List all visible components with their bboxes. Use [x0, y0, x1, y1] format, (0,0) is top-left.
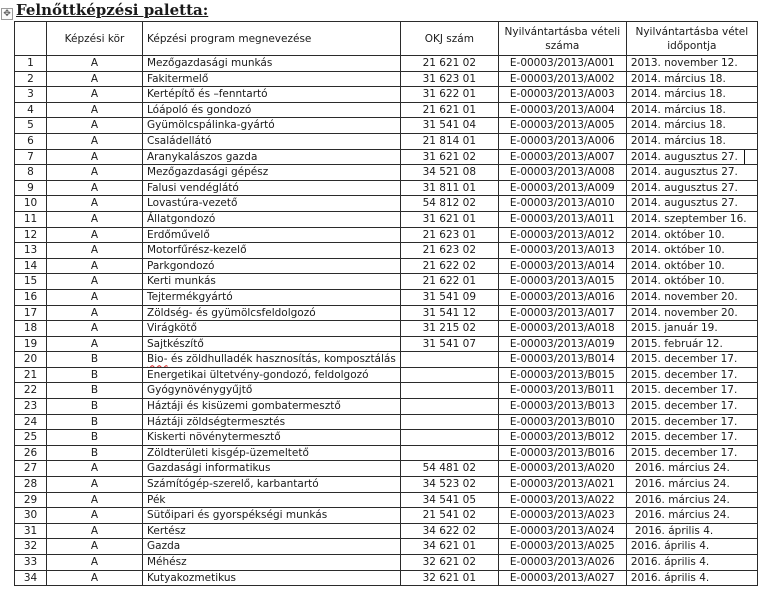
cell-registration-date: 2016. március 24. — [626, 508, 757, 524]
cell-registration-number: E-00003/2013/A024 — [498, 523, 626, 539]
cell-program-name: Fakitermelő — [143, 71, 401, 87]
cell-no: 18 — [15, 321, 47, 337]
cell-program-name: Motorfűrész-kezelő — [143, 243, 401, 259]
cell-kepzesi-kor: A — [47, 165, 143, 181]
table-row — [15, 102, 758, 118]
table-row — [15, 477, 758, 493]
cell-no: 9 — [15, 180, 47, 196]
table-row — [15, 523, 758, 539]
header-registration-date: Nyilvántartásba vétel időpontja — [626, 22, 757, 56]
cell-program-name: Mezőgazdasági munkás — [143, 56, 401, 72]
cell-kepzesi-kor: B — [47, 430, 143, 446]
cell-kepzesi-kor: B — [47, 352, 143, 368]
cell-registration-date: 2015. december 17. — [626, 383, 757, 399]
cell-registration-date: 2016. március 24. — [626, 477, 757, 493]
cell-program-name: Állatgondozó — [143, 211, 401, 227]
cell-no: 3 — [15, 87, 47, 103]
cell-registration-number: E-00003/2013/B013 — [498, 399, 626, 415]
cell-registration-number: E-00003/2013/A006 — [498, 133, 626, 149]
cell-okj-number: 21 623 02 — [400, 243, 498, 259]
header-program-name: Képzési program megnevezése — [143, 22, 401, 56]
cell-kepzesi-kor: A — [47, 274, 143, 290]
cell-program-name — [143, 352, 401, 368]
table-row — [15, 305, 758, 321]
cell-okj-number — [400, 414, 498, 430]
cell-registration-date: 2014. március 18. — [626, 71, 757, 87]
cell-registration-date: 2015. december 17. — [626, 352, 757, 368]
cell-registration-number: E-00003/2013/A027 — [498, 570, 626, 586]
cell-registration-date: 2014. november 20. — [626, 289, 757, 305]
cell-kepzesi-kor: A — [47, 523, 143, 539]
cell-kepzesi-kor: A — [47, 118, 143, 134]
cell-registration-date: 2014. augusztus 27. — [626, 165, 757, 181]
cell-registration-date: 2015. december 17. — [626, 445, 757, 461]
spellcheck-word: Bio- — [147, 353, 168, 366]
cell-no: 24 — [15, 414, 47, 430]
cell-okj-number: 31 621 01 — [400, 211, 498, 227]
cell-kepzesi-kor: A — [47, 305, 143, 321]
cell-registration-date: 2015. december 17. — [626, 367, 757, 383]
cell-program-name: Számítógép-szerelő, karbantartó — [143, 477, 401, 493]
cell-no: 30 — [15, 508, 47, 524]
cell-program-name: Sajtkészítő — [143, 336, 401, 352]
cell-registration-date: 2015. január 19. — [626, 321, 757, 337]
cell-no: 15 — [15, 274, 47, 290]
cell-no: 1 — [15, 56, 47, 72]
cell-no: 29 — [15, 492, 47, 508]
cell-registration-number: E-00003/2013/A003 — [498, 87, 626, 103]
cell-program-name: Családellátó — [143, 133, 401, 149]
cell-registration-number: E-00003/2013/A013 — [498, 243, 626, 259]
cell-registration-date: 2014. március 18. — [626, 133, 757, 149]
table-row — [15, 539, 758, 555]
cell-okj-number — [400, 352, 498, 368]
table-row — [15, 118, 758, 134]
cell-registration-number: E-00003/2013/A011 — [498, 211, 626, 227]
cell-okj-number: 54 481 02 — [400, 461, 498, 477]
table-row — [15, 227, 758, 243]
cell-okj-number: 21 621 02 — [400, 56, 498, 72]
table-row — [15, 258, 758, 274]
cell-registration-number: E-00003/2013/A005 — [498, 118, 626, 134]
cell-registration-date: 2014. március 18. — [626, 87, 757, 103]
cell-no: 21 — [15, 367, 47, 383]
cell-no: 26 — [15, 445, 47, 461]
table-row — [15, 87, 758, 103]
cell-okj-number — [400, 399, 498, 415]
table-row — [15, 71, 758, 87]
cell-program-name: Sütőipari és gyorspékségi munkás — [143, 508, 401, 524]
cell-okj-number: 31 621 02 — [400, 149, 498, 165]
cell-no: 8 — [15, 165, 47, 181]
cell-no: 10 — [15, 196, 47, 212]
cell-program-name: Kiskerti növénytermesztő — [143, 430, 401, 446]
cell-kepzesi-kor: A — [47, 258, 143, 274]
cell-registration-number: E-00003/2013/A023 — [498, 508, 626, 524]
cell-registration-number: E-00003/2013/B012 — [498, 430, 626, 446]
cell-no: 22 — [15, 383, 47, 399]
cell-kepzesi-kor: B — [47, 414, 143, 430]
cell-okj-number: 54 812 02 — [400, 196, 498, 212]
cell-no: 12 — [15, 227, 47, 243]
cell-okj-number: 34 521 08 — [400, 165, 498, 181]
cell-no: 27 — [15, 461, 47, 477]
cell-kepzesi-kor: B — [47, 399, 143, 415]
table-move-handle-icon[interactable]: ✥ — [1, 8, 13, 20]
cell-registration-date: 2016. április 4. — [626, 539, 757, 555]
cell-no: 4 — [15, 102, 47, 118]
table-row — [15, 445, 758, 461]
cell-no: 32 — [15, 539, 47, 555]
cell-okj-number: 31 541 12 — [400, 305, 498, 321]
cell-registration-date: 2016. március 24. — [626, 492, 757, 508]
table-body — [15, 56, 758, 586]
cell-program-name: Falusi vendéglátó — [143, 180, 401, 196]
table-row — [15, 461, 758, 477]
cell-program-name: Lóápoló és gondozó — [143, 102, 401, 118]
cell-registration-number: E-00003/2013/A026 — [498, 555, 626, 571]
text-cursor — [744, 150, 745, 164]
cell-kepzesi-kor: A — [47, 102, 143, 118]
cell-okj-number: 32 621 01 — [400, 570, 498, 586]
cell-registration-number: E-00003/2013/A012 — [498, 227, 626, 243]
cell-kepzesi-kor: A — [47, 336, 143, 352]
cell-registration-date: 2016. április 4. — [626, 570, 757, 586]
cell-okj-number: 32 621 02 — [400, 555, 498, 571]
cell-program-name: Zöldterületi kisgép-üzemeltető — [143, 445, 401, 461]
cell-registration-date: 2014. október 10. — [626, 243, 757, 259]
cell-registration-date: 2015. december 17. — [626, 414, 757, 430]
table-row — [15, 352, 758, 368]
cell-registration-number: E-00003/2013/A019 — [498, 336, 626, 352]
table-row — [15, 243, 758, 259]
cell-kepzesi-kor: A — [47, 555, 143, 571]
cell-kepzesi-kor: A — [47, 321, 143, 337]
cell-program-name: Gyümölcspálinka-gyártó — [143, 118, 401, 134]
cell-program-name: Gyógynövénygyűjtő — [143, 383, 401, 399]
cell-registration-date: 2014. szeptember 16. — [626, 211, 757, 227]
cell-okj-number — [400, 430, 498, 446]
cell-kepzesi-kor: A — [47, 180, 143, 196]
cell-kepzesi-kor: A — [47, 71, 143, 87]
table-row — [15, 399, 758, 415]
cell-no: 17 — [15, 305, 47, 321]
cell-registration-number: E-00003/2013/A018 — [498, 321, 626, 337]
cell-program-name: Gazdasági informatikus — [143, 461, 401, 477]
cell-no: 20 — [15, 352, 47, 368]
cell-registration-number: E-00003/2013/A009 — [498, 180, 626, 196]
cell-no: 16 — [15, 289, 47, 305]
cell-okj-number: 31 623 01 — [400, 71, 498, 87]
cell-kepzesi-kor: A — [47, 196, 143, 212]
cell-okj-number: 31 622 01 — [400, 87, 498, 103]
table-row — [15, 430, 758, 446]
cell-kepzesi-kor: B — [47, 445, 143, 461]
cell-no: 31 — [15, 523, 47, 539]
cell-kepzesi-kor: B — [47, 367, 143, 383]
table-row — [15, 555, 758, 571]
cell-registration-number: E-00003/2013/A001 — [498, 56, 626, 72]
cell-registration-number: E-00003/2013/A022 — [498, 492, 626, 508]
cell-kepzesi-kor: A — [47, 492, 143, 508]
cell-no: 33 — [15, 555, 47, 571]
cell-program-name: Lovastúra-vezető — [143, 196, 401, 212]
cell-kepzesi-kor: B — [47, 383, 143, 399]
cell-registration-number: E-00003/2013/A016 — [498, 289, 626, 305]
cell-registration-number: E-00003/2013/B011 — [498, 383, 626, 399]
cell-program-name: Kutyakozmetikus — [143, 570, 401, 586]
cell-program-name: Mezőgazdasági gépész — [143, 165, 401, 181]
cell-kepzesi-kor: A — [47, 133, 143, 149]
cell-no: 14 — [15, 258, 47, 274]
cell-registration-date: 2015. december 17. — [626, 430, 757, 446]
cell-no: 25 — [15, 430, 47, 446]
cell-okj-number: 21 623 01 — [400, 227, 498, 243]
table-row — [15, 211, 758, 227]
cell-kepzesi-kor: A — [47, 461, 143, 477]
cell-no: 28 — [15, 477, 47, 493]
cell-registration-number: E-00003/2013/A020 — [498, 461, 626, 477]
cell-okj-number: 34 621 01 — [400, 539, 498, 555]
cell-program-name: Kertész — [143, 523, 401, 539]
table-row — [15, 492, 758, 508]
cell-registration-date: 2015. december 17. — [626, 399, 757, 415]
cell-kepzesi-kor: A — [47, 477, 143, 493]
training-table — [14, 21, 758, 586]
cell-kepzesi-kor: A — [47, 87, 143, 103]
cell-okj-number: 34 622 02 — [400, 523, 498, 539]
document-title: Felnőttképzési paletta: — [16, 1, 209, 19]
cell-registration-date: 2014. október 10. — [626, 274, 757, 290]
cell-program-name: Erdőművelő — [143, 227, 401, 243]
cell-registration-date: 2016. április 4. — [626, 523, 757, 539]
cell-okj-number: 31 541 07 — [400, 336, 498, 352]
cell-registration-date: 2013. november 12. — [626, 56, 757, 72]
cell-program-name: Méhész — [143, 555, 401, 571]
cell-okj-number: 31 215 02 — [400, 321, 498, 337]
cell-okj-number: 21 622 01 — [400, 274, 498, 290]
cell-registration-date: 2016. április 4. — [626, 555, 757, 571]
cell-no: 13 — [15, 243, 47, 259]
table-row — [15, 165, 758, 181]
cell-okj-number: 31 541 09 — [400, 289, 498, 305]
cell-registration-number: E-00003/2013/B014 — [498, 352, 626, 368]
cell-program-name: Virágkötő — [143, 321, 401, 337]
cell-program-name: Tejtermékgyártó — [143, 289, 401, 305]
cell-no: 2 — [15, 71, 47, 87]
cell-okj-number: 21 622 02 — [400, 258, 498, 274]
table-row — [15, 367, 758, 383]
cell-no: 11 — [15, 211, 47, 227]
cell-program-name: Kertépítő és –fenntartó — [143, 87, 401, 103]
cell-program-name: Pék — [143, 492, 401, 508]
cell-registration-date: 2014. augusztus 27. — [626, 149, 757, 165]
program-name-rest: és zöldhulladék hasznosítás, komposztálás — [167, 353, 396, 366]
cell-program-name: Aranykalászos gazda — [143, 149, 401, 165]
table-row — [15, 289, 758, 305]
cell-kepzesi-kor: A — [47, 508, 143, 524]
cell-okj-number: 21 541 02 — [400, 508, 498, 524]
cell-registration-date: 2015. február 12. — [626, 336, 757, 352]
cell-registration-number: E-00003/2013/A002 — [498, 71, 626, 87]
cell-no: 23 — [15, 399, 47, 415]
cell-registration-date: 2014. október 10. — [626, 258, 757, 274]
cell-registration-number: E-00003/2013/A025 — [498, 539, 626, 555]
cell-okj-number — [400, 383, 498, 399]
cell-registration-number: E-00003/2013/B015 — [498, 367, 626, 383]
header-registration-number: Nyilvántartásba vételi száma — [498, 22, 626, 56]
cell-program-name: Háztáji és kisüzemi gombatermesztő — [143, 399, 401, 415]
cell-registration-number: E-00003/2013/A021 — [498, 477, 626, 493]
cell-registration-date: 2016. március 24. — [626, 461, 757, 477]
cell-registration-number: E-00003/2013/A015 — [498, 274, 626, 290]
cell-program-name: Parkgondozó — [143, 258, 401, 274]
table-row — [15, 414, 758, 430]
cell-no: 19 — [15, 336, 47, 352]
cell-program-name: Gazda — [143, 539, 401, 555]
table-row — [15, 321, 758, 337]
table-row — [15, 336, 758, 352]
cell-registration-date: 2014. március 18. — [626, 118, 757, 134]
cell-registration-date: 2014. március 18. — [626, 102, 757, 118]
cell-program-name: Energetikai ültetvény-gondozó, feldolgozó — [143, 367, 401, 383]
cell-okj-number: 21 814 01 — [400, 133, 498, 149]
cell-no: 7 — [15, 149, 47, 165]
cell-program-name: Háztáji zöldségtermesztés — [143, 414, 401, 430]
cell-registration-number: E-00003/2013/A010 — [498, 196, 626, 212]
cell-kepzesi-kor: A — [47, 289, 143, 305]
table-row — [15, 508, 758, 524]
cell-okj-number — [400, 367, 498, 383]
cell-registration-number: E-00003/2013/B016 — [498, 445, 626, 461]
cell-registration-number: E-00003/2013/A007 — [498, 149, 626, 165]
header-no — [15, 22, 47, 56]
cell-okj-number: 31 811 01 — [400, 180, 498, 196]
cell-program-name: Zöldség- és gyümölcsfeldolgozó — [143, 305, 401, 321]
table-row — [15, 149, 758, 165]
table-row — [15, 133, 758, 149]
table-row — [15, 180, 758, 196]
table-row — [15, 56, 758, 72]
table-row — [15, 383, 758, 399]
cell-kepzesi-kor: A — [47, 211, 143, 227]
header-kepzesi-kor: Képzési kör — [47, 22, 143, 56]
cell-registration-date: 2014. augusztus 27. — [626, 180, 757, 196]
cell-kepzesi-kor: A — [47, 149, 143, 165]
cell-registration-date: 2014. október 10. — [626, 227, 757, 243]
cell-registration-number: E-00003/2013/A014 — [498, 258, 626, 274]
cell-no: 5 — [15, 118, 47, 134]
cell-okj-number: 34 523 02 — [400, 477, 498, 493]
cell-no: 34 — [15, 570, 47, 586]
table-row — [15, 196, 758, 212]
cell-okj-number: 31 541 04 — [400, 118, 498, 134]
cell-registration-number: E-00003/2013/A017 — [498, 305, 626, 321]
table-header-row — [15, 22, 758, 56]
cell-okj-number — [400, 445, 498, 461]
cell-registration-number: E-00003/2013/B010 — [498, 414, 626, 430]
cell-registration-date: 2014. november 20. — [626, 305, 757, 321]
table-row — [15, 274, 758, 290]
cell-no: 6 — [15, 133, 47, 149]
cell-registration-number: E-00003/2013/A008 — [498, 165, 626, 181]
cell-kepzesi-kor: A — [47, 570, 143, 586]
cell-registration-date: 2014. augusztus 27. — [626, 196, 757, 212]
cell-kepzesi-kor: A — [47, 227, 143, 243]
cell-okj-number: 21 621 01 — [400, 102, 498, 118]
cell-okj-number: 34 541 05 — [400, 492, 498, 508]
cell-kepzesi-kor: A — [47, 539, 143, 555]
table-row — [15, 570, 758, 586]
header-okj-number: OKJ szám — [400, 22, 498, 56]
cell-program-name: Kerti munkás — [143, 274, 401, 290]
cell-registration-number: E-00003/2013/A004 — [498, 102, 626, 118]
cell-kepzesi-kor: A — [47, 243, 143, 259]
cell-kepzesi-kor: A — [47, 56, 143, 72]
